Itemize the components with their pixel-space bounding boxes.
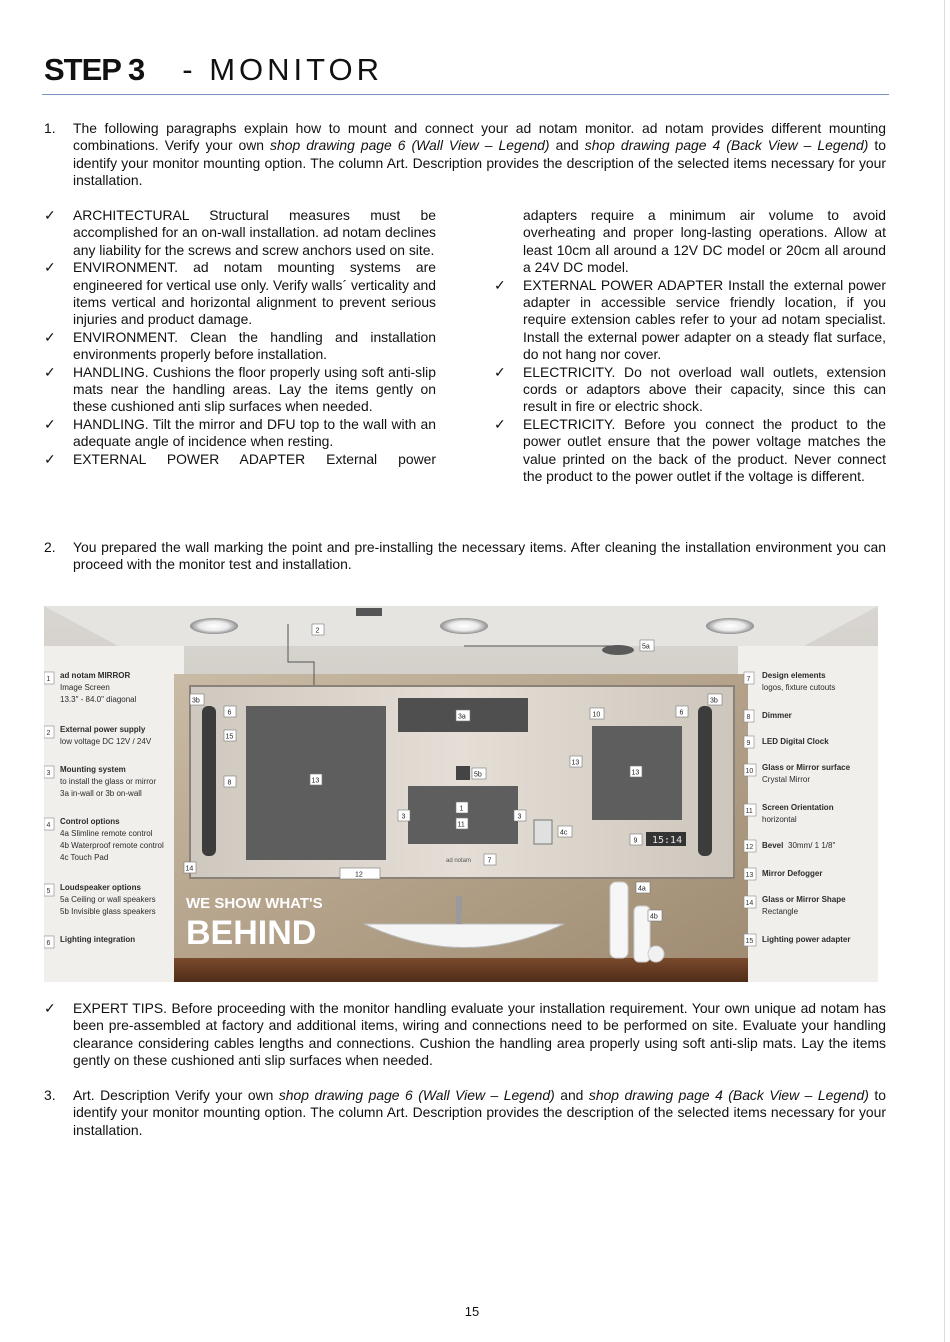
section-title: - MONITOR [182, 52, 384, 87]
svg-text:3a: 3a [458, 713, 466, 721]
brand-logo: ad notam [446, 858, 472, 864]
svg-text:Glass or Mirror surface: Glass or Mirror surface [762, 763, 851, 772]
svg-text:12: 12 [355, 871, 363, 879]
svg-text:Glass or Mirror Shape: Glass or Mirror Shape [762, 895, 846, 904]
check-icon: ✓ [44, 259, 56, 276]
counter-top [174, 958, 748, 982]
legend-entry [44, 883, 156, 916]
checklist-item [44, 259, 436, 329]
callout-tag [224, 730, 236, 741]
callout-tag [224, 776, 236, 787]
svg-text:6: 6 [679, 709, 684, 717]
callout-tag [630, 766, 642, 777]
svg-text:3: 3 [46, 770, 51, 777]
illustration-svg [44, 606, 878, 982]
ceiling-lamp [440, 618, 488, 634]
light-strip [202, 706, 216, 856]
slogan-small: WE SHOW WHAT'S [186, 895, 323, 912]
svg-text:7: 7 [746, 676, 751, 683]
checklist-item [494, 363, 886, 416]
faucet [456, 896, 462, 924]
checklist-text: EXTERNAL POWER ADAPTER Install the external power adapter in accessible service friendly location, if you require extension cables refer to your ad notam specialist. Install the external power adapter on a steady flat surface, do not hang nor cover. [523, 276, 886, 363]
ceiling-lamp [190, 618, 238, 634]
item-3-intro: Art. Description Verify your own [73, 1087, 279, 1103]
expert-tips: EXPERT TIPS. Before proceeding with the monitor handling evaluate your installation requirement. Your own unique ad notam has been pre-assembled at factory and additional items, wiring and connections need to be performed on site. Evaluate your handling clearance considering cables lengths and connections. Cushion the handling area properly using soft anti-slip mats. Lay the items gently on these cushioned anti slip surfaces when needed. [73, 1000, 886, 1069]
svg-text:to install the glass or mirror: to install the glass or mirror [60, 777, 157, 786]
svg-text:LED Digital Clock: LED Digital Clock [762, 737, 829, 746]
checklist-item [44, 207, 436, 259]
page-header [44, 52, 383, 88]
right-panel [738, 646, 878, 982]
svg-text:ad notam MIRROR: ad notam MIRROR [60, 671, 131, 680]
callout-tag [570, 756, 582, 767]
screen-center [408, 786, 518, 844]
callout-tag [648, 910, 662, 921]
item-3-ref-wall-view: shop drawing page 6 (Wall View – Legend) [278, 1087, 555, 1103]
check-icon: ✓ [44, 415, 56, 432]
svg-text:Crystal Mirror: Crystal Mirror [762, 775, 810, 784]
item-1-intro: The following paragraphs explain how to mount and connect your ad notam monitor. ad notam provides different mounting combinations. Verify your own [73, 120, 886, 154]
item-3-ref-back-view: shop drawing page 4 (Back View – Legend) [588, 1087, 869, 1103]
callout-tag [456, 802, 468, 813]
item-3-text [73, 1087, 886, 1139]
callout-tag [190, 694, 204, 705]
svg-text:Dimmer: Dimmer [762, 711, 792, 720]
svg-text:Lighting integration: Lighting integration [60, 935, 136, 944]
svg-text:Loudspeaker options: Loudspeaker options [60, 883, 141, 892]
callout-tag [312, 624, 324, 635]
svg-text:4b Waterproof remote control: 4b Waterproof remote control [60, 841, 164, 850]
callout-tag [484, 854, 496, 865]
svg-text:Bevel: Bevel [762, 841, 784, 850]
item-1-ref-wall-view: shop drawing page 6 (Wall View – Legend) [270, 137, 550, 154]
svg-text:Mounting system: Mounting system [60, 765, 126, 774]
callout-tag [640, 640, 654, 651]
svg-text:4b: 4b [650, 913, 658, 921]
svg-text:low voltage DC 12V / 24V: low voltage DC 12V / 24V [60, 737, 152, 746]
svg-text:8: 8 [227, 779, 232, 787]
checklist-item [44, 328, 436, 364]
slogan-big: BEHIND [186, 914, 317, 952]
light-strip [698, 706, 712, 856]
glass-speaker [456, 766, 470, 780]
svg-text:13.3" - 84.0" diagonal: 13.3" - 84.0" diagonal [60, 695, 137, 704]
vase [610, 882, 628, 958]
svg-text:11: 11 [457, 821, 465, 829]
svg-text:3b: 3b [710, 697, 718, 705]
svg-text:Control options: Control options [60, 817, 120, 826]
svg-text:4c: 4c [560, 829, 568, 837]
checklist-text: HANDLING. Cushions the floor properly using soft anti-slip mats near the handling areas. Lay the items gently on these cushioned anti slip surfaces when needed. [73, 363, 436, 415]
svg-text:8: 8 [746, 714, 751, 721]
callout-tag [184, 862, 196, 873]
svg-text:12: 12 [745, 844, 754, 851]
callout-tag [558, 826, 572, 837]
check-icon: ✓ [494, 415, 506, 432]
svg-text:horizontal: horizontal [762, 815, 797, 824]
item-3-and: and [554, 1087, 589, 1103]
callout-tag [514, 810, 526, 821]
svg-text:Image Screen: Image Screen [60, 683, 110, 692]
check-icon: ✓ [44, 450, 56, 467]
svg-text:5b: 5b [474, 771, 482, 779]
checklist-text: ENVIRONMENT. Clean the handling and installation environments properly before installation. [73, 328, 436, 363]
check-icon: ✓ [494, 363, 506, 380]
callout-tag [636, 882, 650, 893]
installation-illustration [44, 606, 878, 982]
item-1-ref-back-view: shop drawing page 4 (Back View – Legend) [584, 137, 869, 154]
callout-tag [630, 834, 642, 845]
item-2-number: 2. [44, 539, 56, 555]
callout-tag [224, 706, 236, 717]
svg-text:Lighting power adapter: Lighting power adapter [762, 935, 851, 944]
svg-text:30mm/ 1 1/8": 30mm/ 1 1/8" [788, 841, 836, 850]
svg-text:4a Slimline remote control: 4a Slimline remote control [60, 829, 153, 838]
callout-tag [456, 818, 468, 829]
svg-text:13: 13 [631, 769, 640, 777]
svg-text:Rectangle: Rectangle [762, 907, 799, 916]
checklist-left-column [44, 207, 436, 468]
checklist-text: ELECTRICITY. Do not overload wall outlets, extension cords or adaptors above their capacity, since this can result in fire or electric shock. [523, 363, 886, 415]
remote-control [648, 946, 664, 962]
item-1-text [73, 120, 886, 190]
check-icon: ✓ [44, 328, 56, 345]
svg-text:4c Touch Pad: 4c Touch Pad [60, 853, 109, 862]
checklist-item [44, 415, 436, 451]
callout-tag [590, 708, 604, 719]
svg-text:13: 13 [745, 872, 754, 879]
checklist-text: ELECTRICITY. Before you connect the product to the power outlet ensure that the power voltage matches the value printed on the back of the product. Never connect the product to the power outlet if the voltage is different. [523, 415, 886, 485]
checklist-text: ARCHITECTURAL Structural measures must be accomplished for an on-wall installation. ad notam declines any liability for the screws and screw anchors used on site. [73, 207, 436, 258]
svg-text:15: 15 [745, 938, 754, 945]
svg-text:1: 1 [46, 676, 51, 683]
svg-text:3b: 3b [192, 697, 200, 705]
svg-text:7: 7 [487, 857, 492, 865]
checklist-continuation: adapters require a minimum air volume to avoid overheating and proper long-lasting operations. Allow at least 10cm all around a 12V DC model or 20cm all around a 24V DC model. [523, 207, 886, 276]
ceiling-lamp [706, 618, 754, 634]
item-1-and: and [549, 137, 585, 154]
checklist-item [44, 450, 436, 468]
header-rule [42, 94, 889, 95]
checklist-item [494, 415, 886, 486]
callout-tag [676, 706, 688, 717]
svg-text:14: 14 [745, 900, 754, 907]
svg-text:2: 2 [315, 627, 320, 635]
checklist-item [494, 276, 886, 364]
svg-text:Mirror Defogger: Mirror Defogger [762, 869, 823, 878]
callout-tag [340, 868, 380, 879]
svg-text:9: 9 [746, 740, 751, 747]
callout-tag [398, 810, 410, 821]
svg-text:6: 6 [46, 940, 51, 947]
svg-text:13: 13 [311, 777, 320, 785]
svg-text:1: 1 [459, 805, 464, 813]
svg-text:10: 10 [592, 711, 601, 719]
svg-text:3a in-wall or 3b on-wall: 3a in-wall or 3b on-wall [60, 789, 142, 798]
svg-text:10: 10 [745, 768, 754, 775]
check-icon: ✓ [44, 363, 56, 380]
svg-text:13: 13 [571, 759, 580, 767]
callout-tag [472, 768, 486, 779]
svg-text:6: 6 [227, 709, 232, 717]
svg-text:4: 4 [46, 822, 51, 829]
svg-text:Design elements: Design elements [762, 671, 826, 680]
svg-text:5a Ceiling or wall speakers: 5a Ceiling or wall speakers [60, 895, 156, 904]
item-3-outro: to identify your monitor mounting option. The column Art. Description provides the description of the selected items necessary for your installation. [73, 1087, 886, 1138]
svg-text:3: 3 [401, 813, 406, 821]
item-2-text: You prepared the wall marking the point and pre-installing the necessary items. After cleaning the installation environment you can proceed with the monitor test and installation. [73, 539, 886, 573]
svg-text:4a: 4a [638, 885, 646, 893]
callout-tag [708, 694, 722, 705]
check-icon: ✓ [44, 207, 56, 223]
svg-text:Screen Orientation: Screen Orientation [762, 803, 834, 812]
check-icon: ✓ [494, 276, 506, 293]
svg-text:5a: 5a [642, 643, 650, 651]
item-1-number: 1. [44, 120, 56, 136]
item-1-outro: to identify your monitor mounting option. The column Art. Description provides the description of the selected items necessary for your installation. [73, 137, 886, 189]
touch-pad [534, 820, 552, 844]
svg-text:5: 5 [46, 888, 51, 895]
checklist-text: HANDLING. Tilt the mirror and DFU top to the wall with an adequate angle of incidence when resting. [73, 415, 436, 450]
step-title: STEP 3 [44, 52, 145, 87]
callout-tag [310, 774, 322, 785]
checklist-item [44, 363, 436, 416]
svg-text:15: 15 [225, 733, 234, 741]
svg-text:logos, fixture cutouts: logos, fixture cutouts [762, 683, 836, 692]
checklist-text: ENVIRONMENT. ad notam mounting systems are engineered for vertical use only. Verify walls´ verticality and items vertical and horizontal alignment to prevent serious injuries and product damage. [73, 259, 436, 328]
callout-tag [456, 710, 470, 721]
checklist-right-column [494, 207, 886, 486]
checklist-text: EXTERNAL POWER ADAPTER External power [73, 450, 436, 467]
power-supply [356, 608, 382, 616]
svg-text:11: 11 [745, 808, 753, 815]
svg-text:2: 2 [46, 730, 51, 737]
check-icon: ✓ [44, 1000, 56, 1016]
svg-text:5b Invisible glass speakers: 5b Invisible glass speakers [60, 907, 156, 916]
item-3-number: 3. [44, 1087, 56, 1103]
svg-text:External power supply: External power supply [60, 725, 146, 734]
svg-text:3: 3 [517, 813, 522, 821]
led-clock: 15:14 [652, 835, 683, 846]
svg-text:9: 9 [633, 837, 638, 845]
page-number: 15 [464, 1304, 480, 1319]
svg-text:14: 14 [185, 865, 194, 873]
